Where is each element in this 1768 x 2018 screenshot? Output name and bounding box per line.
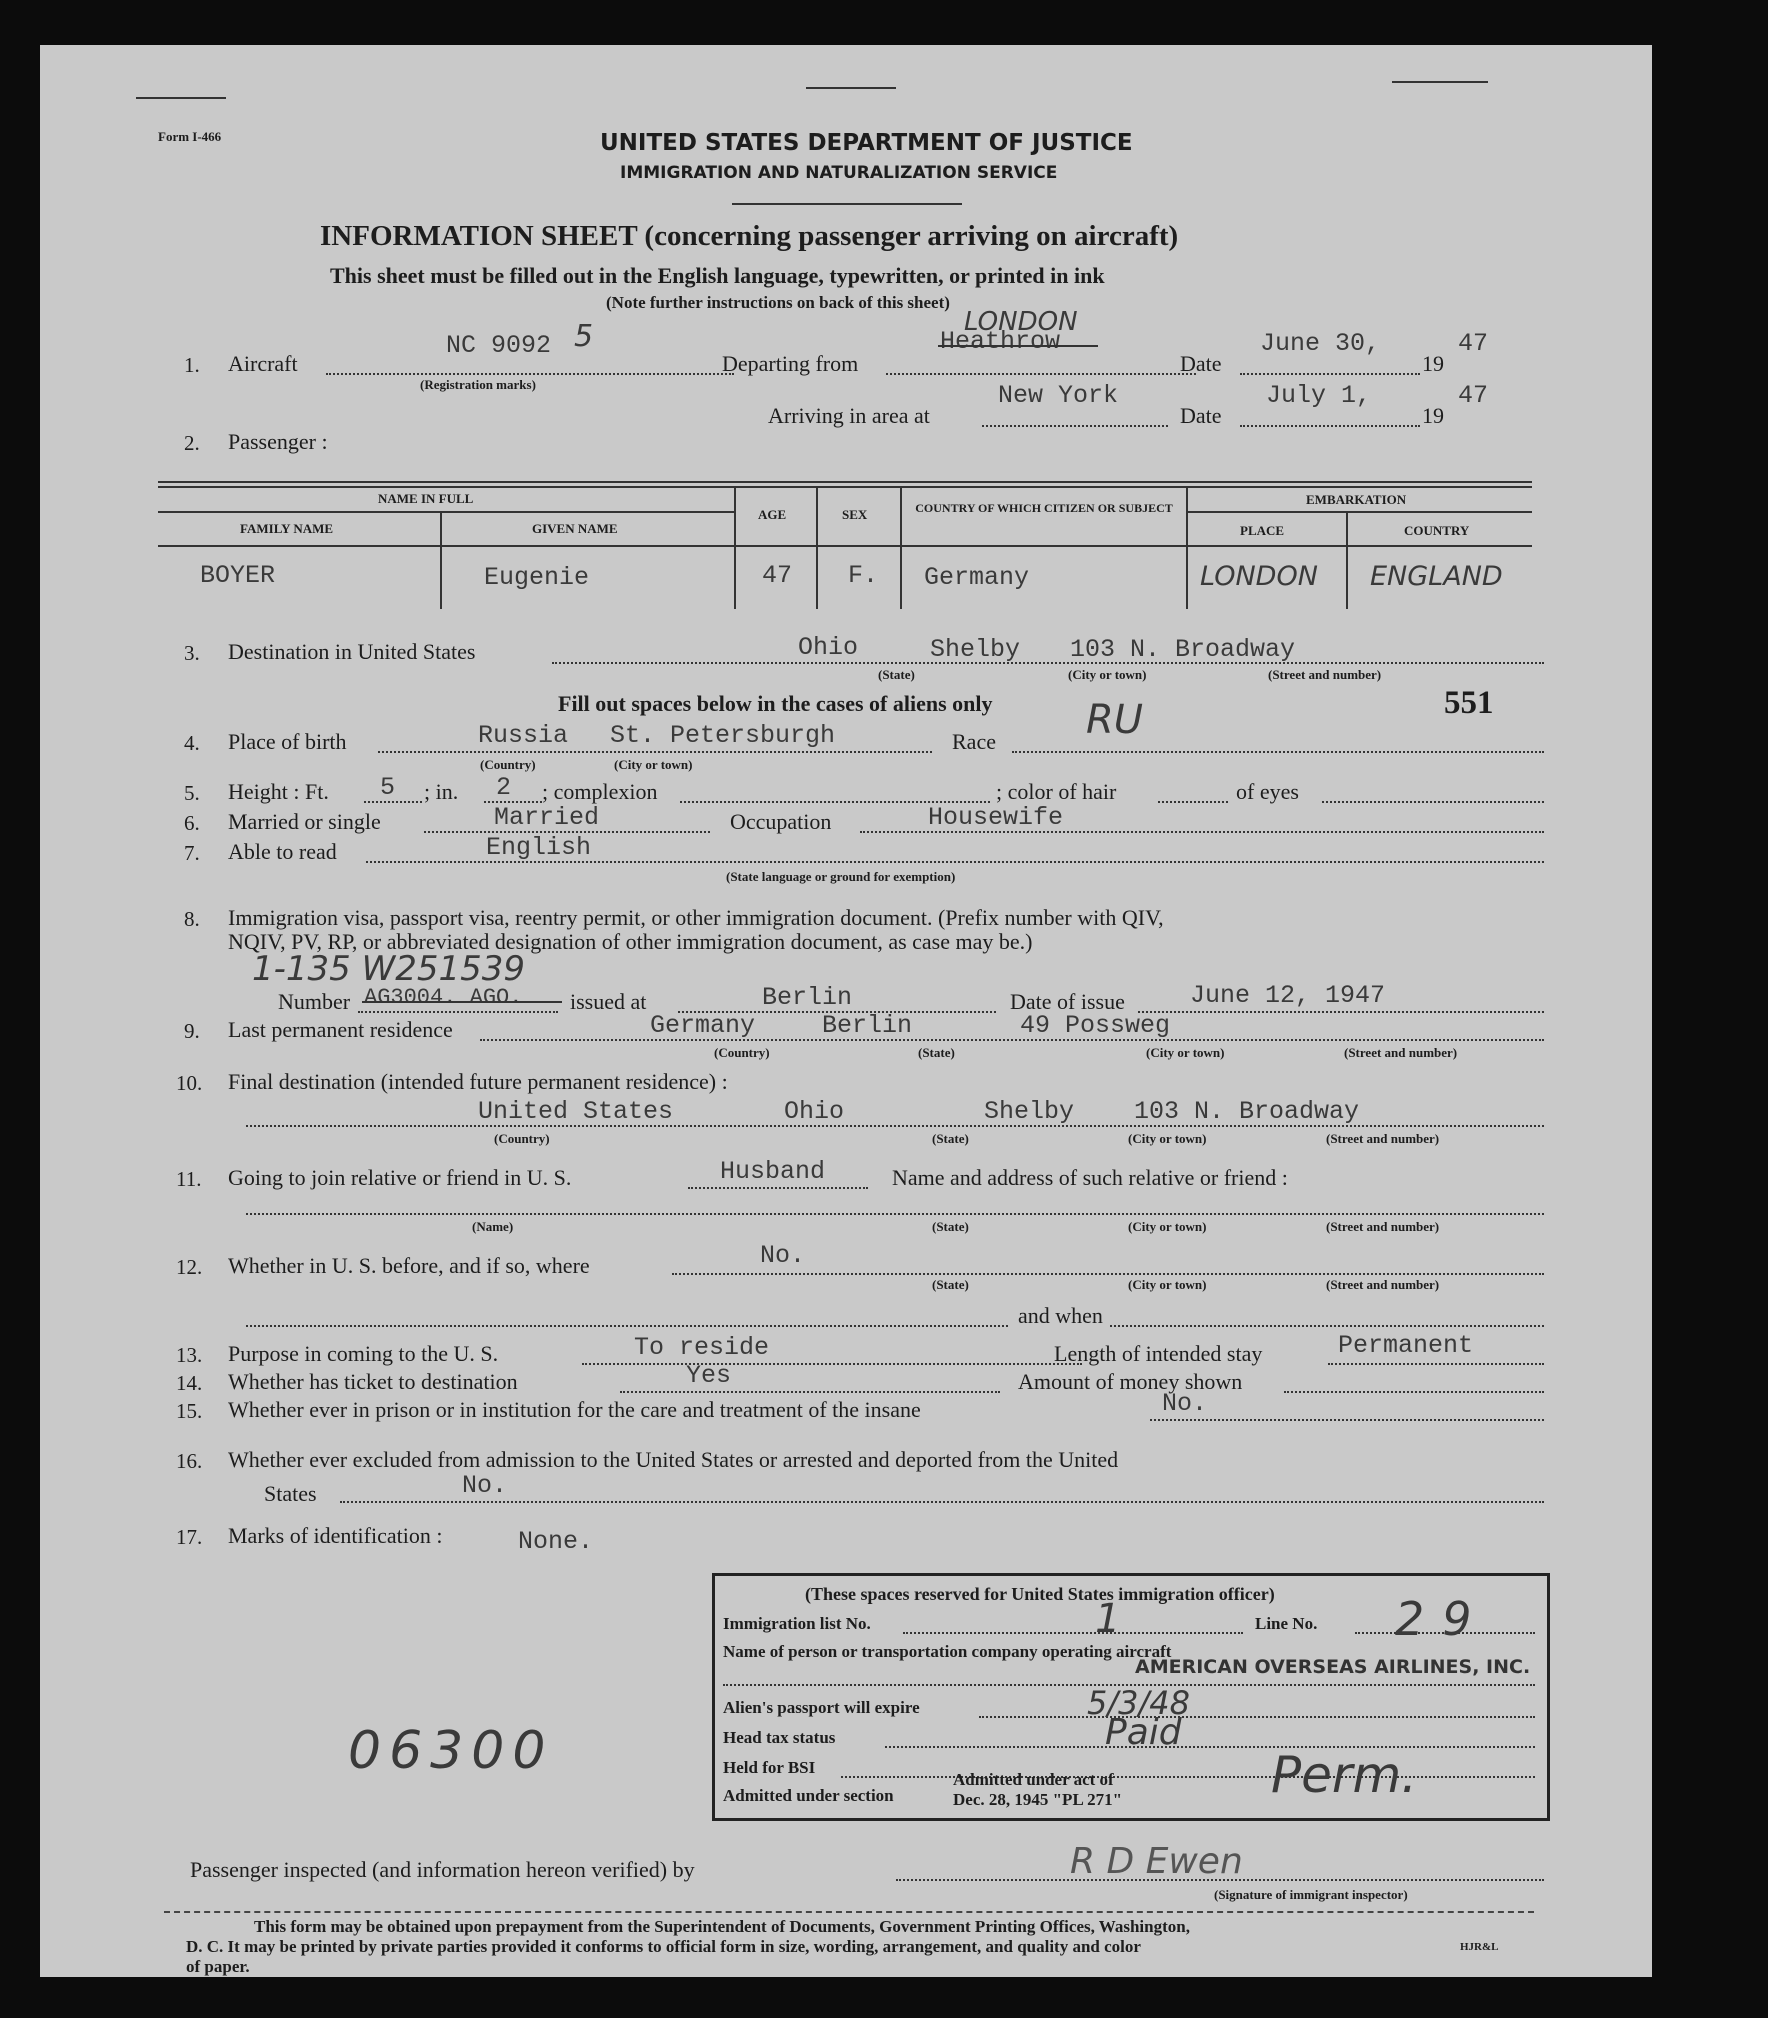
q8-date-label: Date of issue <box>1010 989 1125 1014</box>
q2-number: 2. <box>184 431 200 455</box>
q5-complexion-label: ; complexion <box>542 779 658 804</box>
table-sub-rule-name <box>158 511 734 513</box>
q7-value: English <box>486 833 592 862</box>
q7-caption: (State language or ground for exemption) <box>726 869 956 884</box>
q12-when-label: and when <box>1018 1303 1103 1328</box>
officer-company-stamp: AMERICAN OVERSEAS AIRLINES, INC. <box>1135 1656 1531 1678</box>
q3-city: Shelby <box>930 635 1021 664</box>
q8-date-line <box>1138 1011 1544 1013</box>
officer-list-value: 1 <box>1095 1596 1121 1642</box>
q11-address-line <box>246 1213 1544 1215</box>
footer-line1: This form may be obtained upon prepayment from the Superintendent of Documents, Government Printing Offices, Washington, <box>254 1917 1190 1936</box>
q9-cap-street: (Street and number) <box>1344 1045 1458 1060</box>
q5-hair-line <box>1158 801 1228 803</box>
table-col-3 <box>816 487 818 609</box>
table-top-rule <box>158 481 1532 483</box>
q5-ft: 5 <box>380 773 396 802</box>
inspector-signature: R D Ewen <box>1070 1841 1243 1882</box>
q8-issued-value: Berlin <box>762 983 853 1012</box>
q13-number: 13. <box>176 1343 203 1367</box>
q10-cap-state: (State) <box>932 1131 969 1146</box>
q9-cap-city: (City or town) <box>1146 1045 1225 1060</box>
form-title: INFORMATION SHEET (concerning passenger arriving on aircraft) <box>320 220 1179 252</box>
q12-cap-street: (Street and number) <box>1326 1277 1440 1292</box>
officer-headtax-value: Paid <box>1105 1712 1182 1753</box>
printer-mark: HJR&L <box>1460 1941 1499 1953</box>
q12-label: Whether in U. S. before, and if so, where <box>228 1253 590 1278</box>
q9-street: 49 Possweg <box>1020 1011 1171 1040</box>
th-embarkation: EMBARKATION <box>1306 492 1407 507</box>
q3-cap-street: (Street and number) <box>1268 667 1382 682</box>
q11-name-label: Name and address of such relative or friend : <box>892 1165 1288 1190</box>
q16-value: No. <box>462 1471 508 1500</box>
q4-cap-city: (City or town) <box>614 757 693 772</box>
q11-cap-state: (State) <box>932 1219 969 1234</box>
table-col-1 <box>440 511 442 609</box>
q11-label: Going to join relative or friend in U. S. <box>228 1165 572 1190</box>
q10-cap-city: (City or town) <box>1128 1131 1207 1146</box>
officer-perm-value: Perm. <box>1271 1746 1418 1804</box>
q1-arrive-date-label: Date <box>1180 403 1222 428</box>
officer-bsi-label: Held for BSI <box>723 1758 816 1777</box>
footer-line3: of paper. <box>186 1957 250 1976</box>
q12-when-line <box>1110 1325 1544 1327</box>
q3-label: Destination in United States <box>228 639 476 664</box>
th-given-name: GIVEN NAME <box>532 521 618 536</box>
cell-sex: F. <box>848 561 879 590</box>
q10-state: Ohio <box>784 1097 845 1126</box>
q3-state: Ohio <box>798 633 859 662</box>
q14-value: Yes <box>686 1361 732 1390</box>
q11-value: Husband <box>720 1157 826 1186</box>
q1-departing-line <box>886 373 1196 375</box>
q2-label: Passenger : <box>228 429 328 454</box>
form-note: (Note further instructions on back of this sheet) <box>606 293 950 312</box>
table-col-5 <box>1186 487 1188 609</box>
q1-arriving-line <box>982 425 1168 427</box>
table-top-rule-2 <box>158 486 1532 488</box>
q4-line <box>378 751 932 753</box>
table-col-6 <box>1346 511 1348 609</box>
q15-label: Whether ever in prison or in institution for the care and treatment of the insane <box>228 1397 921 1422</box>
q1-aircraft-hand: 5 <box>574 319 594 354</box>
q1-arrive-date-line <box>1240 425 1420 427</box>
q1-departing-strike <box>938 345 1098 347</box>
q4-label: Place of birth <box>228 729 347 754</box>
q3-street: 103 N. Broadway <box>1070 635 1296 664</box>
q5-eyes-line <box>1322 801 1544 803</box>
q1-aircraft-label: Aircraft <box>228 351 298 376</box>
q1-departing-typed: Heathrow <box>940 327 1061 356</box>
q8-text2: NQIV, PV, RP, or abbreviated designation of other immigration document, as case may be.) <box>228 929 1033 954</box>
officer-admitted-label: Admitted under section <box>723 1786 894 1805</box>
q10-label: Final destination (intended future permanent residence) : <box>228 1069 728 1094</box>
q1-aircraft-value: NC 9092 <box>446 331 552 360</box>
q8-number-strike <box>362 1001 562 1003</box>
q8-date-value: June 12, 1947 <box>1190 981 1386 1010</box>
q7-label: Able to read <box>228 839 337 864</box>
q10-cap-country: (Country) <box>494 1131 550 1146</box>
q8-hand-number: 1-135 W251539 <box>252 949 526 989</box>
q3-line <box>552 662 1544 664</box>
q7-number: 7. <box>184 841 200 865</box>
officer-line-label: Line No. <box>1255 1614 1318 1633</box>
q14-money-line <box>1284 1391 1544 1393</box>
officer-company-label: Name of person or transportation company operating aircraft <box>723 1642 1172 1661</box>
registration-mark-right <box>1392 81 1488 83</box>
q8-number-typed: AG3004. AGO. <box>364 985 523 1010</box>
q5-number: 5. <box>184 781 200 805</box>
q9-country: Germany <box>650 1011 756 1040</box>
q15-line <box>1150 1419 1544 1421</box>
th-family-name: FAMILY NAME <box>240 521 334 536</box>
q3-cap-state: (State) <box>878 667 915 682</box>
q1-year-value: 47 <box>1458 329 1489 358</box>
th-country: COUNTRY <box>1404 523 1470 538</box>
q4-number: 4. <box>184 731 200 755</box>
q17-number: 17. <box>176 1525 203 1549</box>
q14-money-label: Amount of money shown <box>1018 1369 1243 1394</box>
q11-cap-street: (Street and number) <box>1326 1219 1440 1234</box>
q4-city: St. Petersburgh <box>610 721 836 750</box>
q14-label: Whether has ticket to destination <box>228 1369 518 1394</box>
officer-bsi-line <box>841 1776 1535 1778</box>
cell-age: 47 <box>762 561 793 590</box>
q8-text1: Immigration visa, passport visa, reentry permit, or other immigration document. (Prefix number with QIV, <box>228 905 1164 930</box>
officer-line-value: 29 <box>1395 1592 1490 1646</box>
q12-value: No. <box>760 1241 806 1270</box>
q10-cap-street: (Street and number) <box>1326 1131 1440 1146</box>
q12-number: 12. <box>176 1255 203 1279</box>
th-country-citizen: COUNTRY OF WHICH CITIZEN OR SUBJECT <box>915 501 1173 515</box>
q6-occupation-value: Housewife <box>928 803 1064 832</box>
q4-race-label: Race <box>952 729 996 754</box>
q1-departing-hand: LONDON <box>964 307 1078 337</box>
officer-box-title: (These spaces reserved for United States immigration officer) <box>805 1584 1275 1604</box>
officer-passport-label: Alien's passport will expire <box>723 1698 920 1717</box>
q12-when-prefix-line <box>246 1325 1008 1327</box>
officer-headtax-line <box>885 1746 1535 1748</box>
th-name-in-full: NAME IN FULL <box>378 491 474 506</box>
q8-number-label: Number <box>278 989 351 1014</box>
q11-number: 11. <box>176 1167 202 1191</box>
service-heading: IMMIGRATION AND NATURALIZATION SERVICE <box>620 163 1058 183</box>
q9-cap-state: (State) <box>918 1045 955 1060</box>
q12-cap-city: (City or town) <box>1128 1277 1207 1292</box>
header-rule <box>732 203 962 205</box>
registration-mark-center <box>806 87 896 89</box>
q4-race-value: RU <box>1086 697 1144 743</box>
q9-label: Last permanent residence <box>228 1017 453 1042</box>
q9-state: Berlin <box>822 1011 913 1040</box>
q14-number: 14. <box>176 1371 203 1395</box>
q1-date-label: Date <box>1180 351 1222 376</box>
table-col-4 <box>900 487 902 609</box>
q6-number: 6. <box>184 811 200 835</box>
q9-line <box>480 1039 1544 1041</box>
q8-number-line <box>358 1011 558 1013</box>
q8-number: 8. <box>184 907 200 931</box>
q12-line <box>672 1273 1544 1275</box>
q6-value: Married <box>494 803 600 832</box>
cell-emb-place: LONDON <box>1200 561 1318 592</box>
q15-value: No. <box>1162 1389 1208 1418</box>
q16-number: 16. <box>176 1449 203 1473</box>
q10-number: 10. <box>176 1071 203 1095</box>
q13-stay-label: Length of intended stay <box>1054 1341 1263 1366</box>
officer-list-label: Immigration list No. <box>723 1614 871 1633</box>
q1-reg-caption: (Registration marks) <box>420 377 536 392</box>
officer-admitted-stamp2: Dec. 28, 1945 "PL 271" <box>953 1790 1123 1809</box>
registration-mark-left <box>136 97 226 99</box>
q3-number: 3. <box>184 641 200 665</box>
form-subtitle: This sheet must be filled out in the English language, typewritten, or printed in ink <box>330 263 1105 288</box>
q1-arriving-label: Arriving in area at <box>768 403 930 428</box>
inspected-label: Passenger inspected (and information hereon verified) by <box>190 1857 695 1882</box>
aliens-note: Fill out spaces below in the cases of aliens only <box>558 691 993 716</box>
q16-line <box>340 1501 1544 1503</box>
document-sheet <box>40 45 1652 1977</box>
officer-list-line <box>903 1632 1243 1634</box>
q10-country: United States <box>478 1097 674 1126</box>
q13-stay-value: Permanent <box>1338 1331 1474 1360</box>
q5-height-label: Height : Ft. <box>228 779 329 804</box>
table-header-bottom <box>158 545 1532 547</box>
th-age: AGE <box>758 507 787 522</box>
q4-race-line <box>1012 751 1544 753</box>
q15-number: 15. <box>176 1399 203 1423</box>
q14-line <box>620 1391 1000 1393</box>
dept-heading: UNITED STATES DEPARTMENT OF JUSTICE <box>600 130 1133 156</box>
q1-aircraft-line <box>326 373 734 375</box>
table-col-2 <box>734 487 736 609</box>
q5-in-label: ; in. <box>424 779 459 804</box>
th-place: PLACE <box>1240 523 1285 538</box>
officer-passport-line <box>979 1716 1535 1718</box>
officer-passport-value: 5/3/48 <box>1087 1684 1190 1722</box>
q8-issued-label: issued at <box>570 989 647 1014</box>
signature-caption: (Signature of immigrant inspector) <box>1214 1887 1408 1902</box>
q13-line <box>582 1363 1082 1365</box>
form-number: Form I-466 <box>158 129 222 144</box>
q11-cap-city: (City or town) <box>1128 1219 1207 1234</box>
q5-in: 2 <box>496 773 512 802</box>
q5-eyes-label: of eyes <box>1236 779 1299 804</box>
q13-value: To reside <box>634 1333 770 1362</box>
cell-family-name: BOYER <box>200 561 276 590</box>
q1-date-value: June 30, <box>1260 329 1381 358</box>
q9-number: 9. <box>184 1019 200 1043</box>
q3-cap-city: (City or town) <box>1068 667 1147 682</box>
cell-given-name: Eugenie <box>484 563 590 592</box>
q12-cap-state: (State) <box>932 1277 969 1292</box>
q6-occupation-label: Occupation <box>730 809 832 834</box>
officer-admitted-stamp1: Admitted under act of <box>953 1770 1114 1789</box>
q1-number: 1. <box>184 353 200 377</box>
q17-label: Marks of identification : <box>228 1523 443 1548</box>
footer-line2: D. C. It may be printed by private parties provided it conforms to official form in size, wording, arrangement, and quality and color <box>186 1937 1141 1956</box>
q1-arrive-year-prefix: 19 <box>1422 403 1444 428</box>
q16-label1: Whether ever excluded from admission to the United States or arrested and deported from the United <box>228 1447 1119 1472</box>
q4-cap-country: (Country) <box>480 757 536 772</box>
file-number: 06300 <box>348 1721 554 1781</box>
cell-citizen: Germany <box>924 563 1030 592</box>
q11-cap-name: (Name) <box>472 1219 514 1234</box>
q16-label2: States <box>264 1481 317 1506</box>
stamp-number: 551 <box>1444 685 1494 721</box>
q1-arrive-year-value: 47 <box>1458 381 1489 410</box>
q13-label: Purpose in coming to the U. S. <box>228 1341 499 1366</box>
cell-emb-country: ENGLAND <box>1370 561 1503 592</box>
q1-arriving-value: New York <box>998 381 1119 410</box>
q10-street: 103 N. Broadway <box>1134 1097 1360 1126</box>
q1-year-prefix: 19 <box>1422 351 1444 376</box>
th-sex: SEX <box>842 507 868 522</box>
officer-headtax-label: Head tax status <box>723 1728 836 1747</box>
q1-date-line <box>1240 373 1420 375</box>
q11-value-line <box>688 1187 868 1189</box>
q1-departing-label: Departing from <box>722 351 859 376</box>
q17-value: None. <box>518 1527 594 1556</box>
q6-label: Married or single <box>228 809 381 834</box>
q10-city: Shelby <box>984 1097 1075 1126</box>
q5-hair-label: ; color of hair <box>996 779 1117 804</box>
q4-country: Russia <box>478 721 569 750</box>
table-sub-rule-emb <box>1188 511 1532 513</box>
q1-arrive-date-value: July 1, <box>1266 381 1372 410</box>
q13-stay-line <box>1328 1363 1544 1365</box>
footer-rule <box>164 1911 1534 1913</box>
q9-cap-country: (Country) <box>714 1045 770 1060</box>
officer-box <box>712 1573 1550 1821</box>
